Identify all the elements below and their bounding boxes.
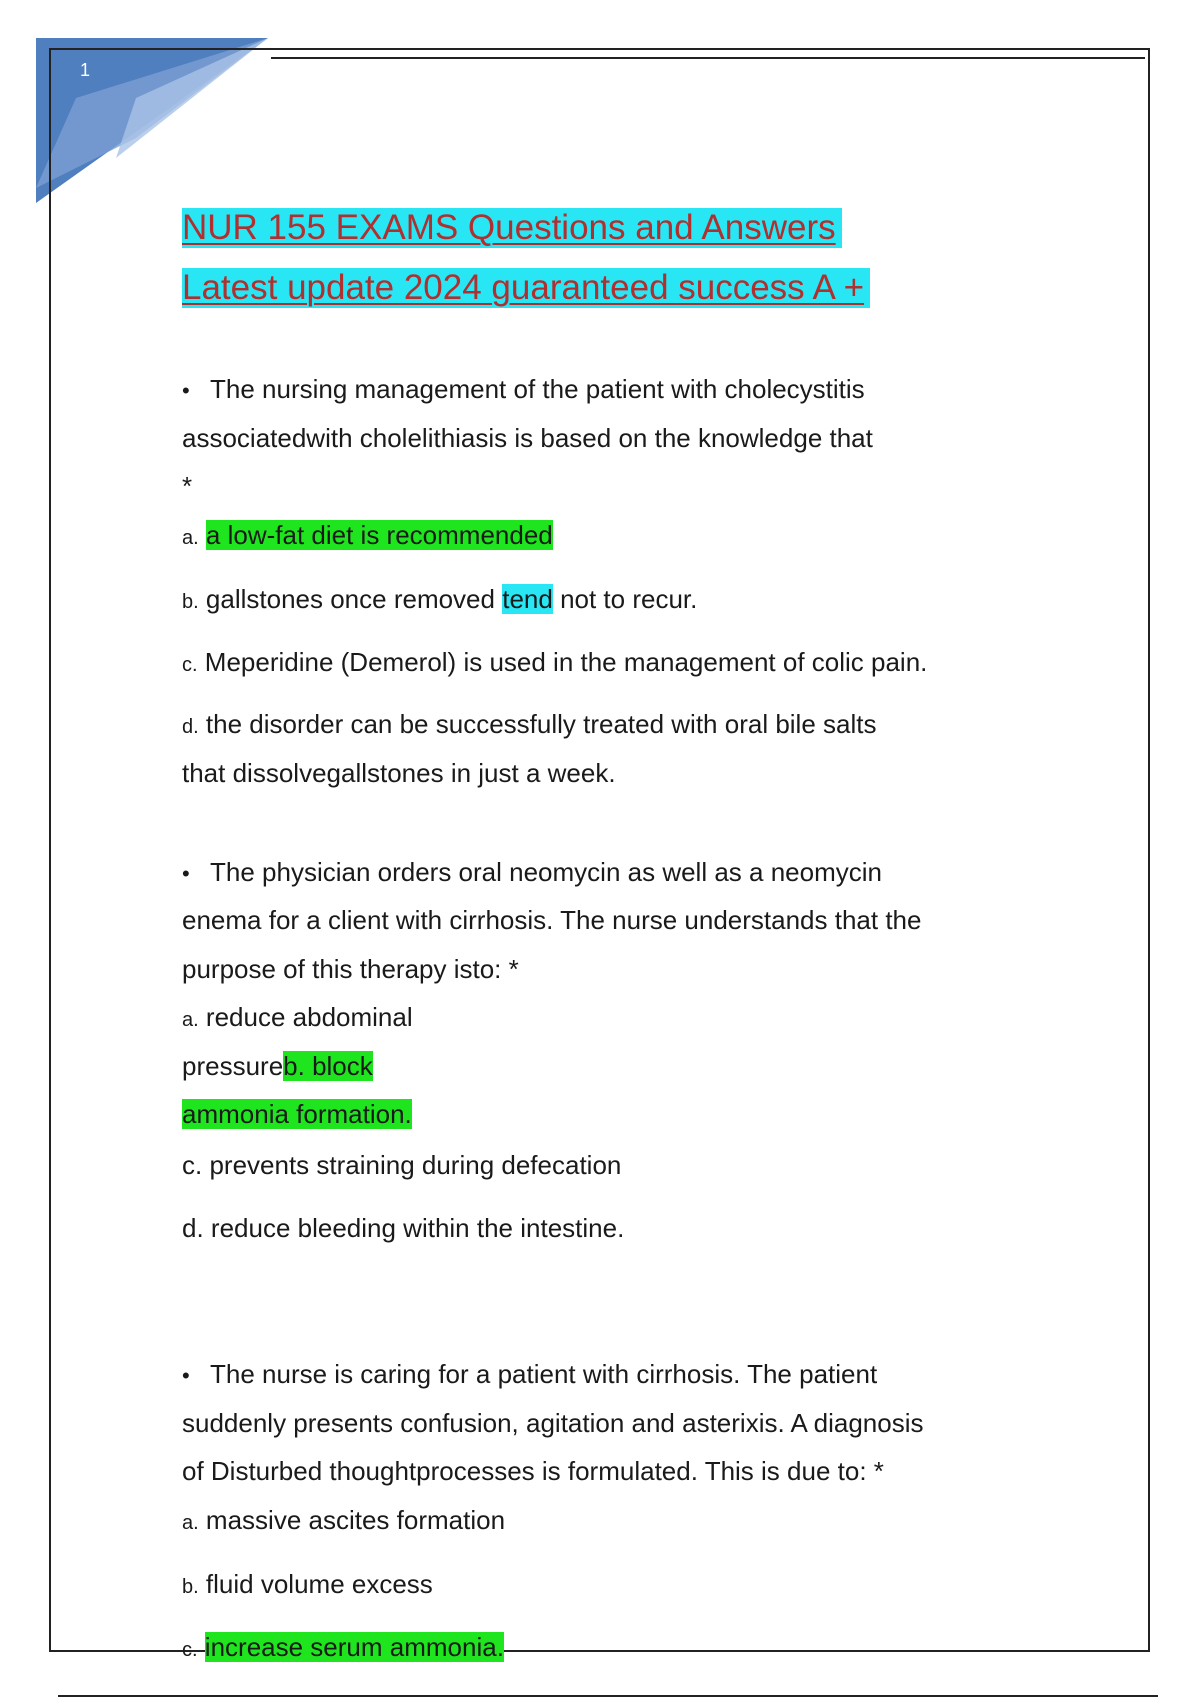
footer-rule bbox=[58, 1695, 1158, 1697]
q2-option-b-cont bbox=[182, 1097, 412, 1131]
q1-option-c: c. Meperidine (Demerol) is used in the management of colic pain. bbox=[182, 647, 928, 677]
header-rule bbox=[271, 57, 1145, 59]
q1-option-a: a. a low-fat diet is recommended bbox=[182, 520, 553, 550]
document-title-line-1: NUR 155 EXAMS Questions and Answers bbox=[182, 208, 842, 248]
q2-option-c: c. prevents straining during defecation bbox=[182, 1150, 622, 1180]
word-highlight: tend bbox=[502, 584, 553, 614]
bullet-icon: • bbox=[182, 1363, 190, 1388]
page-number: 1 bbox=[80, 60, 91, 80]
answer-highlight: ammonia formation. bbox=[182, 1099, 412, 1129]
answer-highlight: increase serum ammonia. bbox=[204, 1632, 504, 1662]
bullet-icon: • bbox=[182, 378, 190, 403]
q1-option-d: d. the disorder can be successfully treated with oral bile salts bbox=[182, 709, 877, 739]
q3-option-c: c. increase serum ammonia. bbox=[182, 1632, 504, 1662]
question-1-stem: • The nursing management of the patient with cholecystitis bbox=[182, 372, 865, 408]
question-2-stem: • The physician orders oral neomycin as well as a neomycin bbox=[182, 855, 882, 891]
question-3-stem-cont-1: suddenly presents confusion, agitation and asterixis. A diagnosis bbox=[182, 1408, 924, 1438]
q2-option-a: a. reduce abdominal bbox=[182, 1002, 413, 1032]
question-3-stem: • The nurse is caring for a patient with cirrhosis. The patient bbox=[182, 1357, 877, 1393]
q3-option-b: b. fluid volume excess bbox=[182, 1569, 433, 1599]
bullet-icon: • bbox=[182, 861, 190, 886]
question-2-stem-cont-1: enema for a client with cirrhosis. The nurse understands that the bbox=[182, 905, 922, 935]
q2-option-a-cont: pressureb. block bbox=[182, 1051, 373, 1081]
q1-option-d-cont: that dissolvegallstones in just a week. bbox=[182, 758, 616, 788]
answer-highlight: a low-fat diet is recommended bbox=[205, 520, 553, 550]
q1-option-b: b. gallstones once removed tend not to recur. bbox=[182, 584, 698, 614]
question-3-stem-cont-2: of Disturbed thoughtprocesses is formulated. This is due to: * bbox=[182, 1456, 884, 1486]
q2-option-d: d. reduce bleeding within the intestine. bbox=[182, 1213, 625, 1243]
question-2-stem-cont-2: purpose of this therapy isto: * bbox=[182, 954, 519, 984]
document-title-line-2: Latest update 2024 guaranteed success A + bbox=[182, 268, 870, 308]
q3-option-a: a. massive ascites formation bbox=[182, 1505, 506, 1535]
answer-highlight: b. block bbox=[283, 1051, 373, 1081]
question-1-asterisk: * bbox=[182, 471, 193, 501]
question-1-stem-cont: associatedwith cholelithiasis is based on the knowledge that bbox=[182, 423, 873, 453]
